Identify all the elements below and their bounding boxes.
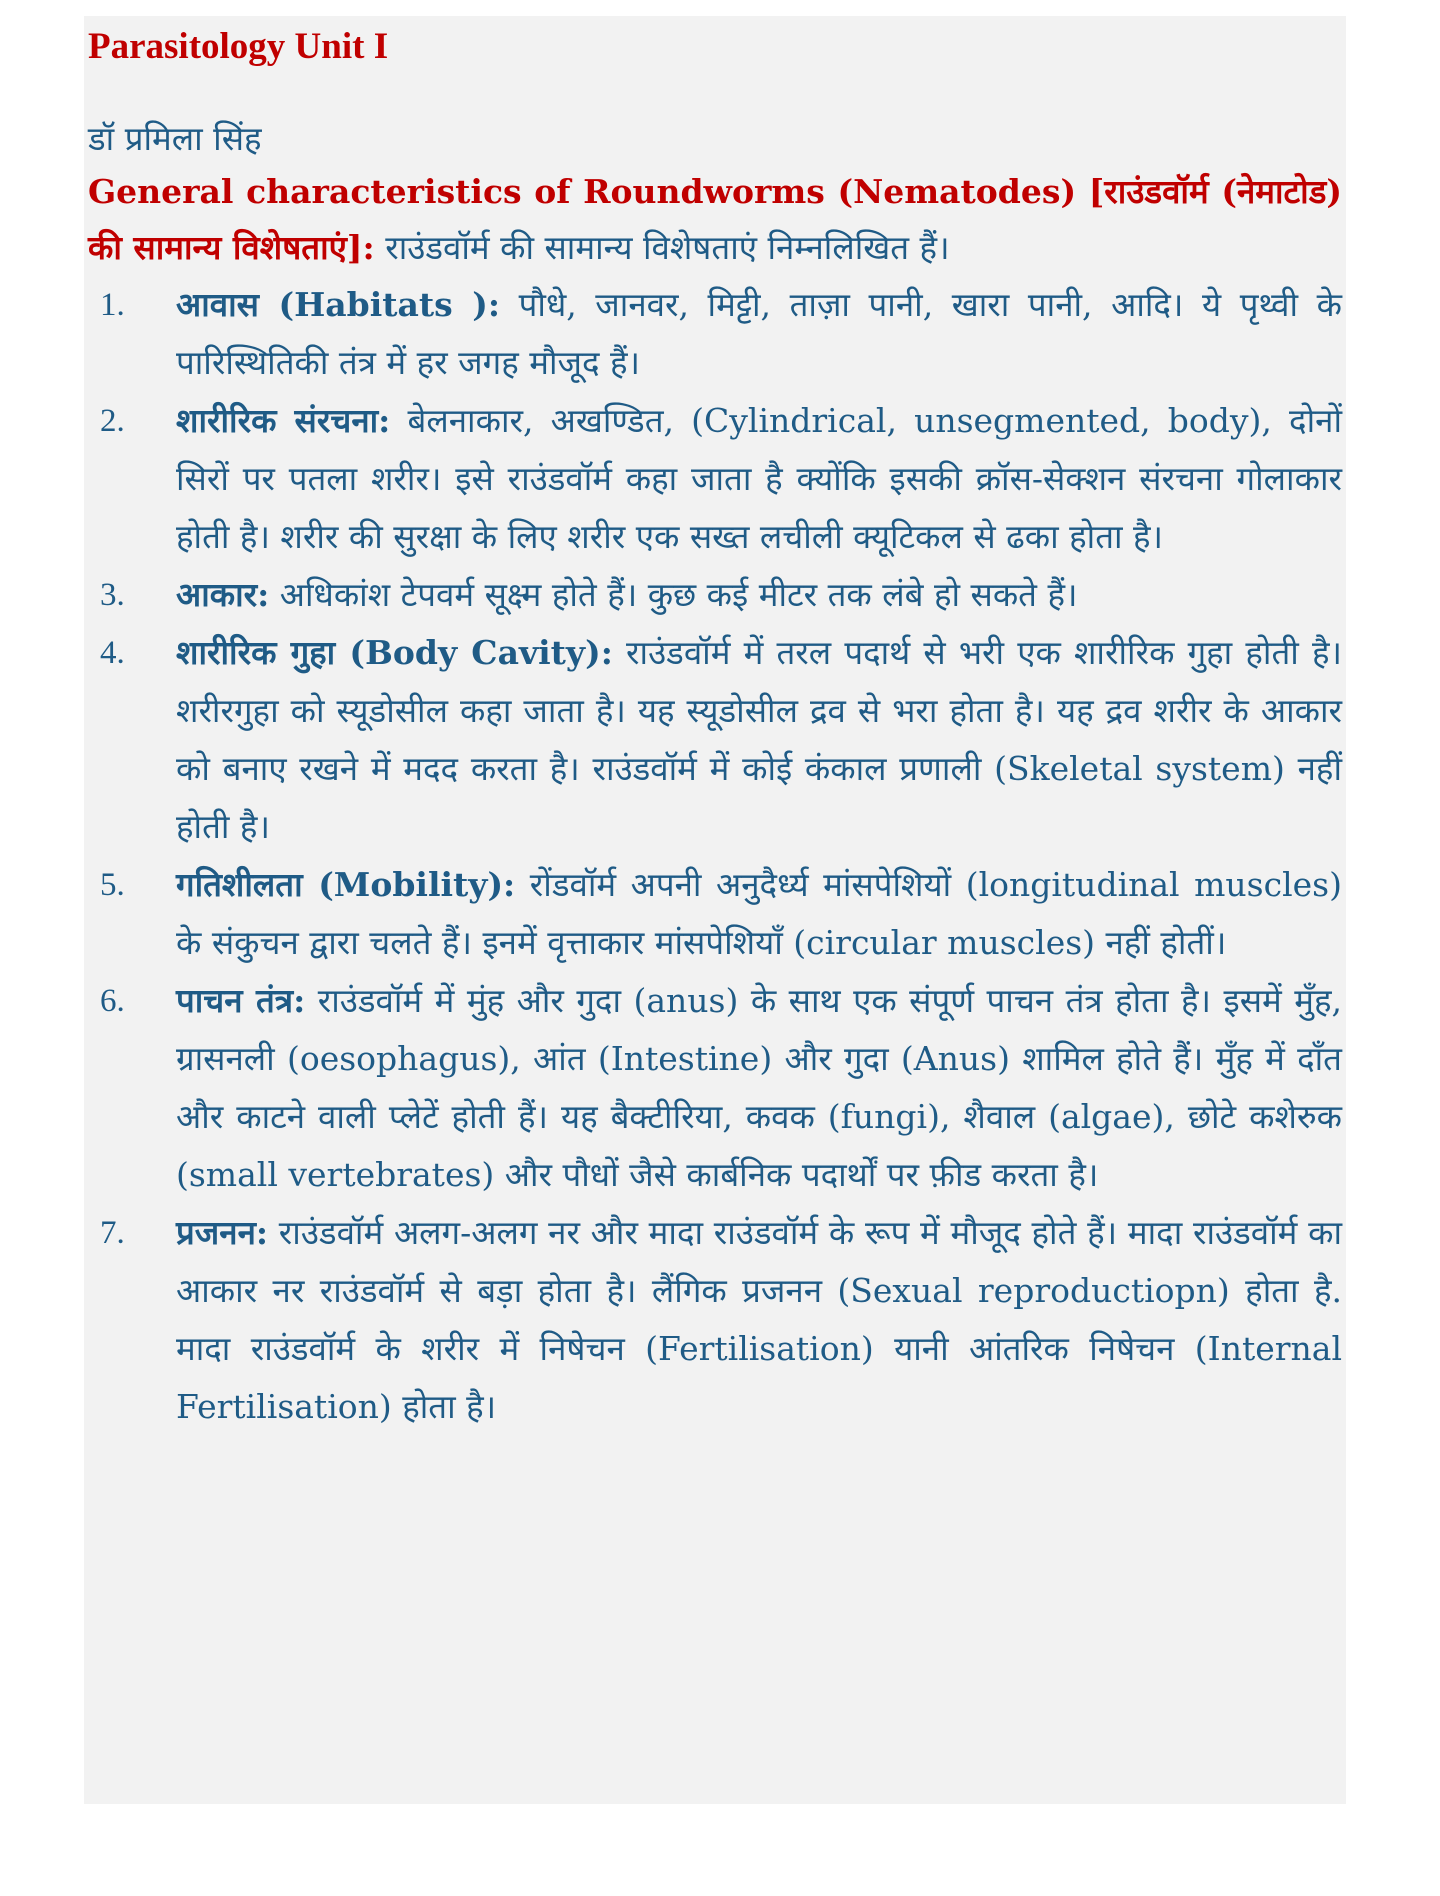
list-text: बेलनाकार, अखण्डित, (Cylindrical, unsegmented, body), दोनों सिरों पर पतला शरीर। इसे राउंडवॉर्म कहा जाता है क्योंकि इसकी क्रॉस-सेक्शन संरचना गोलाकार होती है। शरीर की सुरक्षा के लिए शरीर एक सख्त लचीली क्यूटिकल से ढका होता है।	[176, 401, 1342, 556]
list-number: 2.	[100, 403, 125, 439]
list-item-reproduction	[88, 1204, 1346, 1436]
list-item-body-cavity	[88, 624, 1346, 856]
document-title: Parasitology Unit I	[88, 26, 389, 67]
list-term: प्रजनन:	[176, 1213, 269, 1252]
list-term: आकार:	[176, 575, 270, 614]
list-text: पौधे, जानवर, मिट्टी, ताज़ा पानी, खारा पानी, आदि। ये पृथ्वी के पारिस्थितिकी तंत्र में हर जगह मौजूद हैं।	[176, 285, 1342, 382]
list-text: राउंडवॉर्म अलग-अलग नर और मादा राउंडवॉर्म के रूप में मौजूद होते हैं। मादा राउंडवॉर्म का आकार नर राउंडवॉर्म से बड़ा होता है। लैंगिक प्रजनन (Sexual reproductiopn) होता है. मादा राउंडवॉर्म के शरीर में निषेचन (Fertilisation) यानी आंतरिक निषेचन (Internal Fertilisation) होता है।	[176, 1213, 1342, 1426]
list-item-body-structure	[88, 392, 1346, 566]
list-number: 7.	[100, 1215, 125, 1251]
document-page	[84, 16, 1346, 1804]
list-text: राउंडवॉर्म में मुंह और गुदा (anus) के साथ एक संपूर्ण पाचन तंत्र होता है। इसमें मुँह, ग्रासनली (oesophagus), आंत (Intestine) और गुदा (Anus) शामिल होते हैं। मुँह में दाँत और काटने वाली प्लेटें होती हैं। यह बैक्टीरिया, कवक (fungi), शैवाल (algae), छोटे कशेरुक (small vertebrates) और पौधों जैसे कार्बनिक पदार्थों पर फ़ीड करता है।	[176, 981, 1342, 1194]
list-term: आवास (Habitats ):	[176, 285, 501, 324]
author-name: डॉ प्रमिला सिंह	[88, 119, 262, 158]
list-item-mobility	[88, 856, 1346, 972]
list-text: रोंडवॉर्म अपनी अनुदैर्ध्य मांसपेशियों (longitudinal muscles) के संकुचन द्वारा चलते हैं। इनमें वृत्ताकार मांसपेशियाँ (circular muscles) नहीं होतीं।	[176, 865, 1342, 962]
list-item-size	[88, 566, 1346, 624]
intro-paragraph	[88, 164, 1346, 276]
list-item-habitats	[88, 276, 1346, 392]
list-number: 3.	[100, 577, 125, 613]
section-heading: General characteristics of Roundworms (Nematodes) [राउंडवॉर्म (नेमाटोड) की सामान्य विशेषताएं]:	[88, 172, 1342, 267]
characteristics-list	[88, 276, 1346, 1436]
list-number: 1.	[100, 287, 125, 323]
list-item-digestive-system	[88, 972, 1346, 1204]
list-term: शारीरिक संरचना:	[176, 401, 391, 440]
list-term: शारीरिक गुहा (Body Cavity):	[176, 633, 613, 672]
list-text: राउंडवॉर्म में तरल पदार्थ से भरी एक शारीरिक गुहा होती है। शरीरगुहा को स्यूडोसील कहा जाता है। यह स्यूडोसील द्रव से भरा होता है। यह द्रव शरीर के आकार को बनाए रखने में मदद करता है। राउंडवॉर्म में कोई कंकाल प्रणाली (Skeletal system) नहीं होती है।	[176, 633, 1342, 846]
list-number: 6.	[100, 983, 125, 1019]
list-number: 4.	[100, 635, 125, 671]
intro-text: राउंडवॉर्म की सामान्य विशेषताएं निम्नलिखित हैं।	[374, 228, 950, 267]
list-number: 5.	[100, 867, 125, 903]
list-term: गतिशीलता (Mobility):	[176, 865, 516, 904]
list-term: पाचन तंत्र:	[176, 981, 306, 1020]
list-text: अधिकांश टेपवर्म सूक्ष्म होते हैं। कुछ कई मीटर तक लंबे हो सकते हैं।	[269, 575, 1078, 614]
